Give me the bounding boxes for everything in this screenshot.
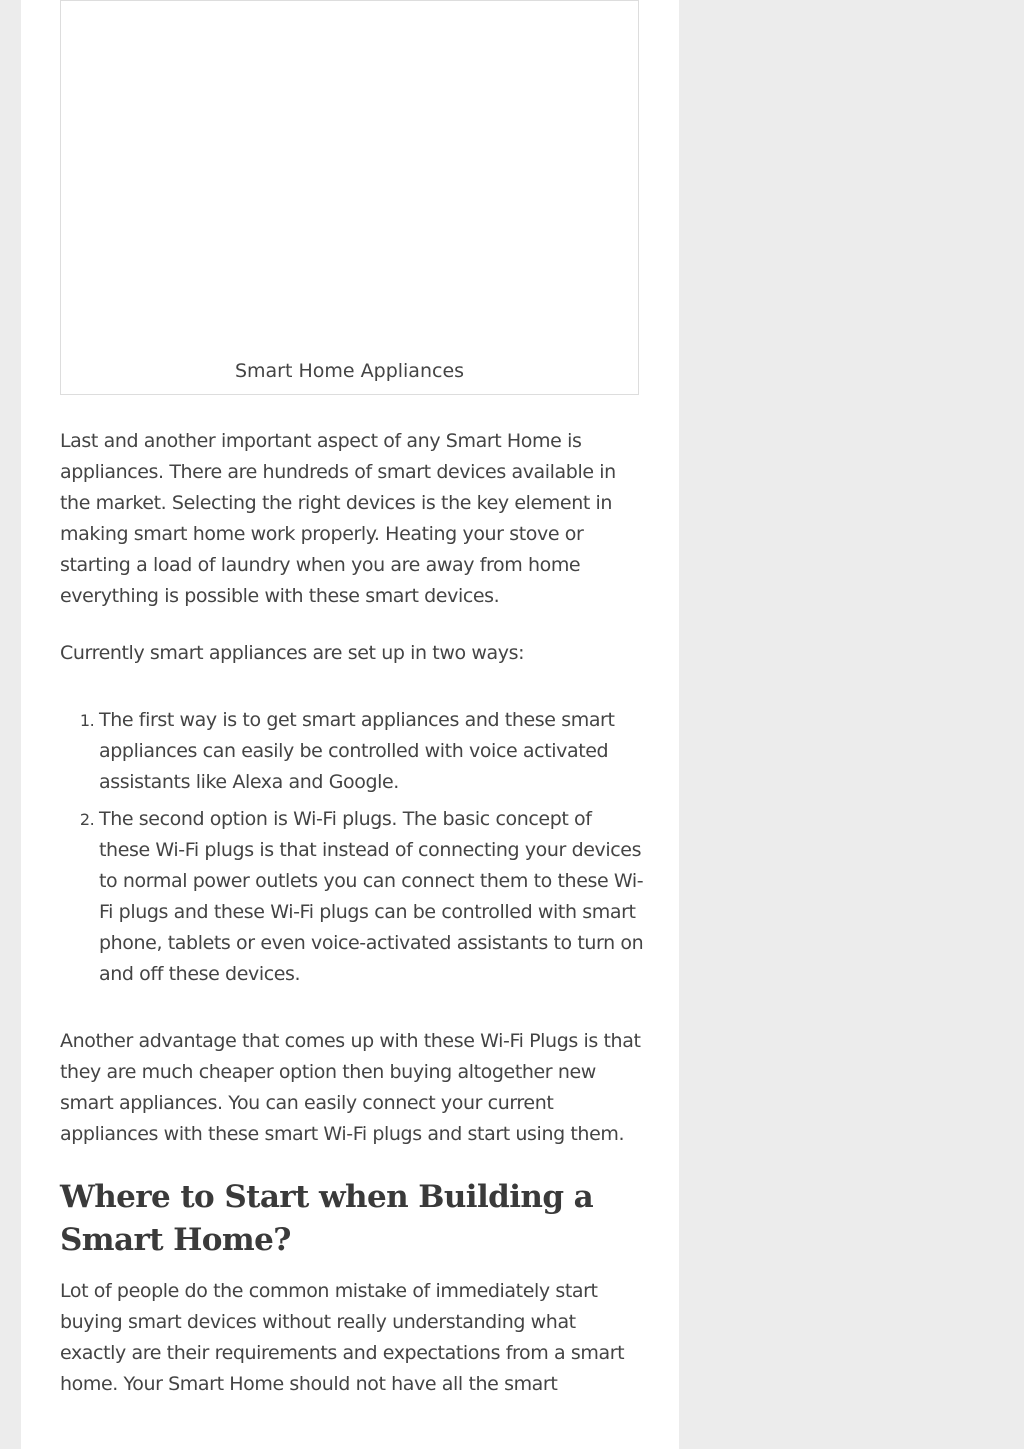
list-item: 1. The first way is to get smart appliances and these smart appliances can easily be controlled with voice activated assistants like Alexa and Google.	[99, 705, 644, 798]
list-item: 2. The second option is Wi-Fi plugs. The basic concept of these Wi-Fi plugs is that instead of connecting your devices to normal power outlets you can connect them to these Wi-Fi plugs and these Wi-Fi plugs can be controlled with smart phone, tablets or even voice-activated assistants to turn on and off these devices.	[99, 804, 644, 990]
paragraph-appliances: Last and another important aspect of any Smart Home is appliances. There are hundreds of smart devices available in the market. Selecting the right devices is the key element in making smart home work properly. Heating your stove or starting a load of laundry when you are away from home everything is possible with these smart devices.	[60, 430, 616, 607]
figure-image	[61, 1, 638, 341]
paragraph-advantage: Another advantage that comes up with these Wi-Fi Plugs is that they are much cheaper option then buying altogether new smart appliances. You can easily connect your current appliances with these smart Wi-Fi plugs and start using them.	[60, 1030, 641, 1145]
section-heading: Where to Start when Building a Smart Home?	[60, 1179, 594, 1258]
article-page	[21, 0, 679, 1449]
setup-ways-list	[60, 705, 644, 990]
article-content	[60, 426, 644, 1426]
paragraph-setup-ways: Currently smart appliances are set up in two ways:	[60, 642, 525, 664]
figure	[60, 0, 639, 395]
figure-caption: Smart Home Appliances	[234, 360, 465, 382]
paragraph-common-mistake: Lot of people do the common mistake of immediately start buying smart devices without really understanding what exactly are their requirements and expectations from a smart home. Your Smart Home should not have all the smart	[60, 1280, 625, 1395]
